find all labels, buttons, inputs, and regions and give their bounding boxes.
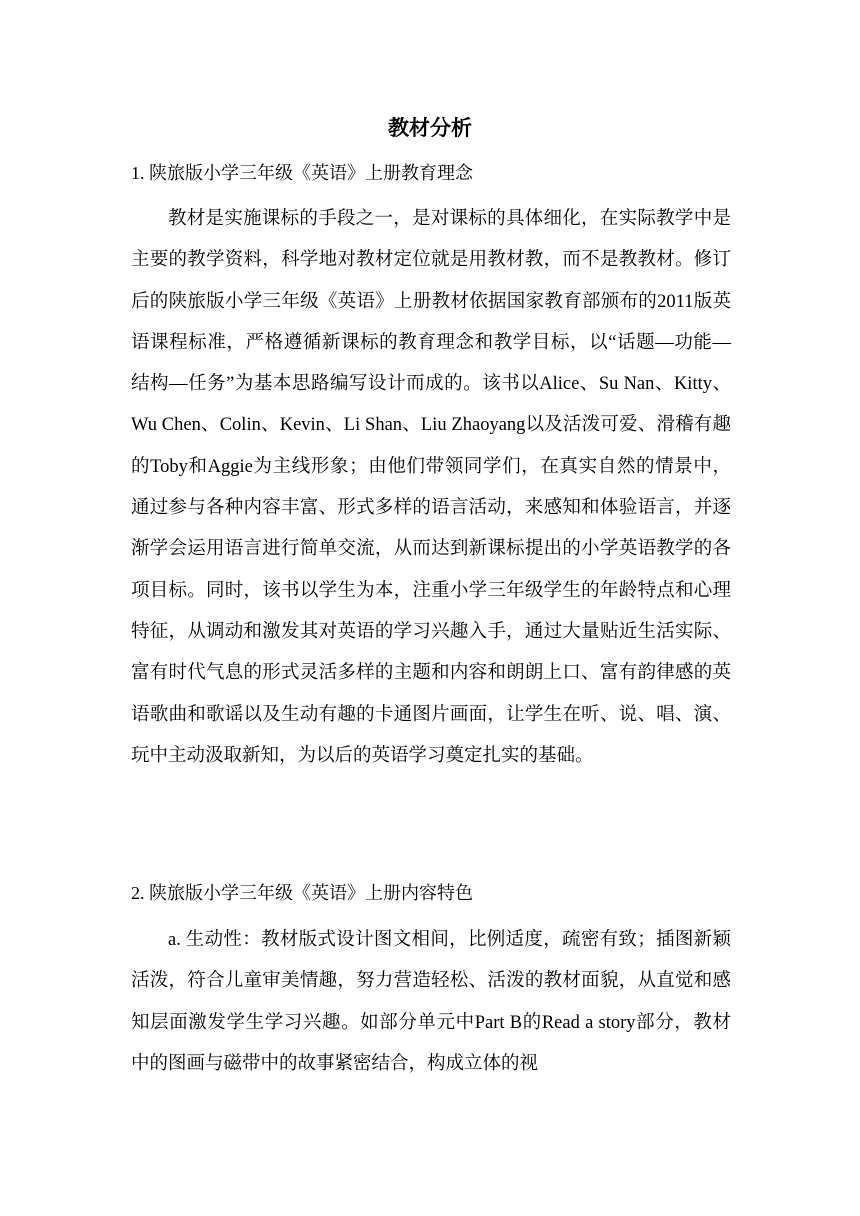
page-title: 教材分析 bbox=[388, 116, 472, 140]
section-paragraph-2: a. 生动性：教材版式设计图文相间，比例适度，疏密有致；插图新颖活泼，符合儿童审美情趣，努力营造轻松、活泼的教材面貌，从直觉和感知层面激发学生学习兴趣。如部分单元中Part B的Read a story部分，教材中的图画与磁带中的故事紧密结合，构成立体的视 bbox=[131, 930, 731, 1074]
section-paragraph-1: 教材是实施课标的手段之一，是对课标的具体细化，在实际教学中是主要的教学资料，科学地对教材定位就是用教材教，而不是教教材。修订后的陕旅版小学三年级《英语》上册教材依据国家教育部颁布的2011版英语课程标准，严格遵循新课标的教育理念和教学目标，以“话题—功能—结构—任务”为基本思路编写设计而成的。该书以Alice、Su Nan、Kitty、Wu Chen、Colin、Kevin、Li Shan、Liu Zhaoyang以及活泼可爱、滑稽有趣的Toby和Aggie为主线形象；由他们带领同学们，在真实自然的情景中，通过参与各种内容丰富、形式多样的语言活动，来感知和体验语言，并逐渐学会运用语言进行简单交流，从而达到新课标提出的小学英语教学的各项目标。同时，该书以学生为本，注重小学三年级学生的年龄特点和心理特征，从调动和激发其对英语的学习兴趣入手，通过大量贴近生活实际、富有时代气息的形式灵活多样的主题和内容和朗朗上口、富有韵律感的英语歌曲和歌谣以及生动有趣的卡通图片画面，让学生在听、说、唱、演、玩中主动汲取新知，为以后的英语学习奠定扎实的基础。 bbox=[131, 209, 731, 766]
section-heading-1: 1. 陕旅版小学三年级《英语》上册教育理念 bbox=[131, 163, 473, 183]
section-heading-2: 2. 陕旅版小学三年级《英语》上册内容特色 bbox=[131, 883, 473, 903]
